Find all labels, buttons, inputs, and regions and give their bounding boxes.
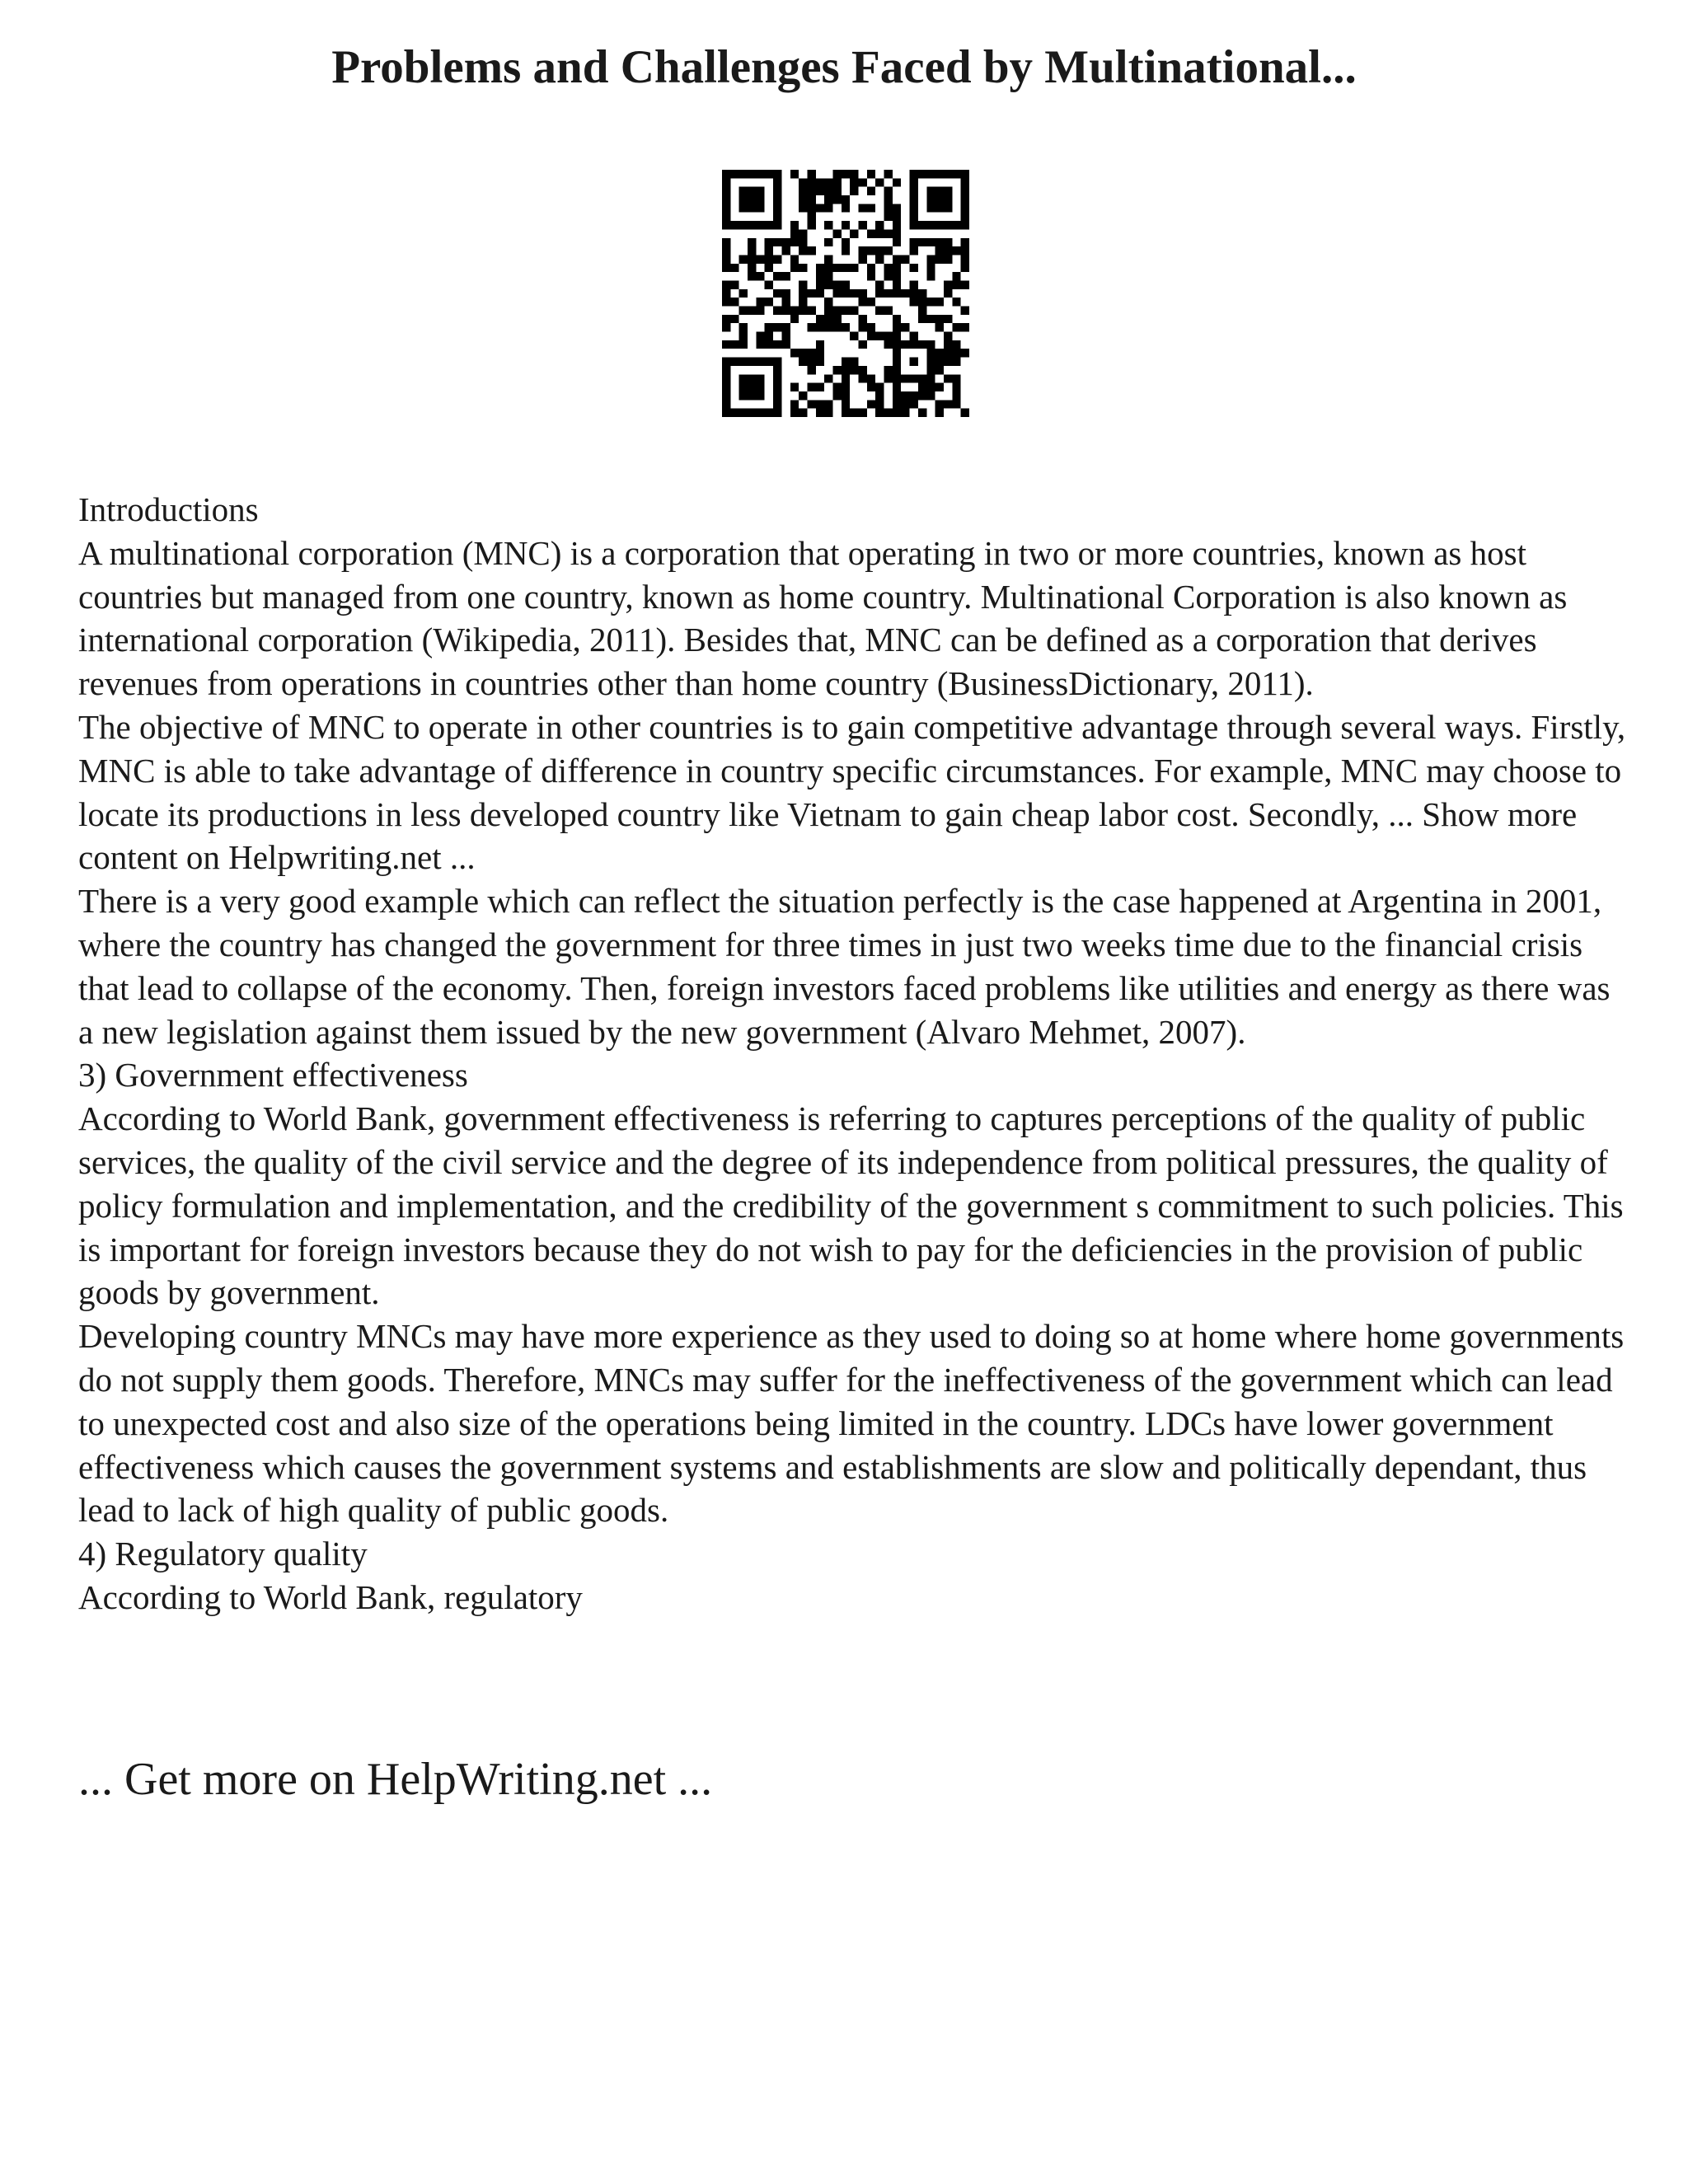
section-heading-regulatory-quality: 4) Regulatory quality (78, 1535, 368, 1573)
page-title: Problems and Challenges Faced by Multinational... (331, 41, 1357, 93)
section-heading-introductions: Introductions (78, 490, 259, 528)
paragraph-argentina-example: There is a very good example which can reflect the situation perfectly is the case happened at Argentina in 2001, where the country has changed the government for three times in just two weeks time due to the financial crisis that lead to collapse of the economy. Then, foreign investors faced problems like utilities and energy as there was a new legislation against them issued by the new government (Alvaro Mehmet, 2007). (78, 882, 1611, 1051)
get-more-link[interactable]: ... Get more on HelpWriting.net ... (78, 1754, 713, 1805)
paragraph-mnc-objective: The objective of MNC to operate in other countries is to gain competitive advantage through several ways. Firstly, MNC is able to take advantage of difference in country specific circumstances. For example, MNC may choose to locate its productions in less developed country like Vietnam to gain cheap labor cost. Secondly, ... Show more content on Helpwriting.net ... (78, 707, 1626, 877)
paragraph-mnc-definition: A multinational corporation (MNC) is a corporation that operating in two or more countries, known as host countries but managed from one country, known as home country. Multinational Corporation is also known as international corporation (Wikipedia, 2011). Besides that, MNC can be defined as a corporation that derives revenues from operations in countries other than home country (BusinessDictionary, 2011). (78, 533, 1568, 703)
paragraph-government-effectiveness: According to World Bank, government effectiveness is referring to captures perceptions of the quality of public services, the quality of the civil service and the degree of its independence from political pressures, the quality of policy formulation and implementation, and the credibility of the government s commitment to such policies. This is important for foreign investors because they do not wish to pay for the deficiencies in the provision of public goods by government. (78, 1099, 1624, 1312)
section-heading-government-effectiveness: 3) Government effectiveness (78, 1056, 468, 1094)
article-body (78, 488, 1628, 1619)
paragraph-regulatory-quality: According to World Bank, regulatory (78, 1577, 583, 1616)
paragraph-developing-country-mncs: Developing country MNCs may have more experience as they used to doing so at home where home governments do not supply them goods. Therefore, MNCs may suffer for the ineffectiveness of the government which can lead to unexpected cost and also size of the operations being limited in the country. LDCs have lower government effectiveness which causes the government systems and establishments are slow and politically dependant, thus lead to lack of high quality of public goods. (78, 1317, 1625, 1530)
qr-code-icon (722, 170, 969, 417)
